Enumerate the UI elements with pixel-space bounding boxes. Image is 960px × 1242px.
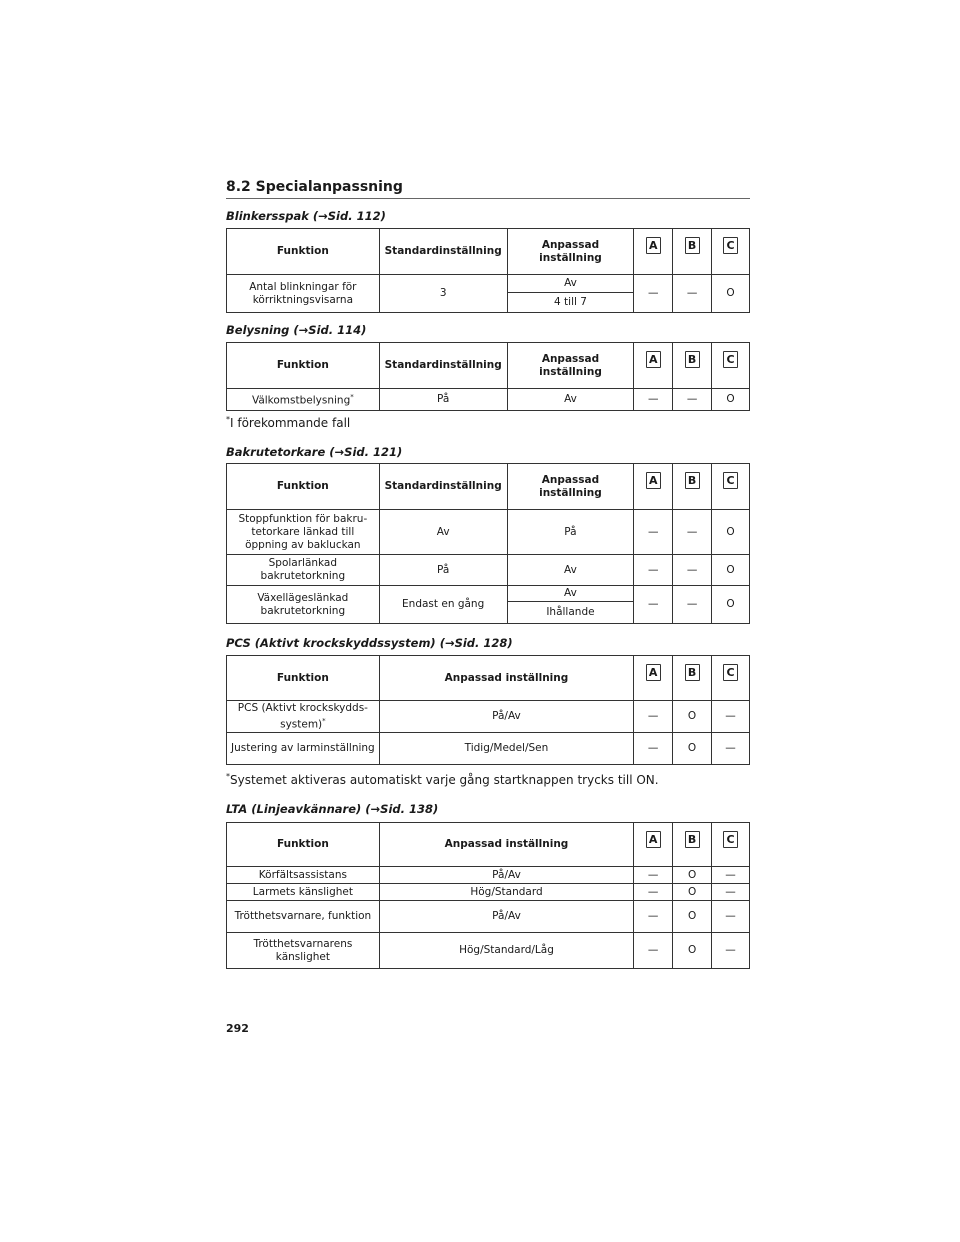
column-c-label: C (723, 351, 738, 368)
column-a-label: A (646, 351, 661, 368)
table-row-a: — (634, 733, 673, 765)
table-row-c: — (712, 867, 750, 884)
table-row-standard: 3 (379, 275, 507, 313)
belysning-heading: Belysning (→Sid. 114) (226, 323, 367, 337)
pcs-footnote: *Systemet aktiveras automatiskt varje gång startknappen trycks till ON. (226, 772, 659, 787)
table-row-function: Justering av larminställning (227, 733, 380, 765)
header-funktion: Funktion (227, 464, 380, 510)
table-row-b: O (673, 884, 712, 901)
table-row-b: — (673, 275, 712, 313)
table-row-function: Växellägeslänkad bakrutetorkning (227, 586, 380, 624)
column-b-label: B (685, 351, 700, 368)
column-a-label: A (646, 472, 661, 489)
table-row-standard: På (379, 555, 507, 586)
header-anpassad: Anpassad inställning (507, 464, 634, 510)
table-row-a: — (634, 586, 673, 624)
header-anpassad: Anpassad inställning (379, 823, 633, 867)
table-row-b: O (673, 933, 712, 969)
table-row-a: — (634, 867, 673, 884)
column-b-label: B (685, 472, 700, 489)
table-row-custom: Hög/Standard (379, 884, 633, 901)
table-row-function: Välkomstbelysning* (227, 389, 380, 411)
bakrutetorkare-table (226, 463, 750, 624)
belysning-table (226, 342, 750, 411)
table-row-b: O (673, 867, 712, 884)
table-row-function: Stoppfunktion för bakru-tetorkare länkad till öppning av bakluckan (227, 510, 380, 555)
page-number: 292 (226, 1022, 249, 1035)
pcs-heading: PCS (Aktivt krockskyddssystem) (→Sid. 128) (226, 636, 513, 650)
table-row-function: Spolarlänkad bakrutetorkning (227, 555, 380, 586)
footnote-marker: * (350, 393, 354, 402)
table-row-c: O (712, 389, 750, 411)
column-c-label: C (723, 664, 738, 681)
table-row-c: O (712, 555, 750, 586)
blinkers-heading: Blinkersspak (→Sid. 112) (226, 209, 386, 223)
table-row-a: — (634, 389, 673, 411)
table-row-c: — (712, 884, 750, 901)
header-anpassad: Anpassad inställning (507, 229, 634, 275)
table-row-b: — (673, 586, 712, 624)
table-row-b: O (673, 733, 712, 765)
column-a-label: A (646, 831, 661, 848)
table-row-b: — (673, 389, 712, 411)
table-row-c: — (712, 701, 750, 733)
column-c-label: C (723, 831, 738, 848)
table-row-function: Trötthetsvarnare, funktion (227, 901, 380, 933)
table-row-function: Körfältsassistans (227, 867, 380, 884)
table-row-a: — (634, 510, 673, 555)
table-row-custom-option: Ihållande (507, 602, 634, 624)
table-row-a: — (634, 555, 673, 586)
blinkers-table (226, 228, 750, 313)
column-c-label: C (723, 472, 738, 489)
table-row-standard: Av (379, 510, 507, 555)
table-row-b: — (673, 555, 712, 586)
lta-heading: LTA (Linjeavkännare) (→Sid. 138) (226, 802, 439, 816)
header-anpassad: Anpassad inställning (507, 343, 634, 389)
header-anpassad: Anpassad inställning (379, 656, 633, 701)
table-row-custom: På/Av (379, 867, 633, 884)
table-row-a: — (634, 933, 673, 969)
column-b-label: B (685, 664, 700, 681)
table-row-custom: På/Av (379, 701, 633, 733)
table-row-custom: Av (507, 389, 634, 411)
belysning-footnote: *I förekommande fall (226, 415, 351, 430)
table-row-b: O (673, 701, 712, 733)
table-row-function: Trötthetsvarnarens känslighet (227, 933, 380, 969)
header-funktion: Funktion (227, 823, 380, 867)
header-funktion: Funktion (227, 229, 380, 275)
column-a-label: A (646, 664, 661, 681)
section-title: 8.2 Specialanpassning (226, 179, 750, 199)
header-standard: Standardinställning (379, 343, 507, 389)
table-row-standard: Endast en gång (379, 586, 507, 624)
table-row-a: — (634, 884, 673, 901)
header-funktion: Funktion (227, 656, 380, 701)
table-row-custom: Av (507, 555, 634, 586)
table-row-a: — (634, 275, 673, 313)
table-row-function: Antal blinkningar för körriktningsvisarna (227, 275, 380, 313)
column-b-label: B (685, 237, 700, 254)
column-a-label: A (646, 237, 661, 254)
table-row-c: — (712, 933, 750, 969)
table-row-custom: På/Av (379, 901, 633, 933)
lta-table (226, 822, 750, 969)
table-row-c: — (712, 901, 750, 933)
table-row-custom: Hög/Standard/Låg (379, 933, 633, 969)
table-row-c: — (712, 733, 750, 765)
bakrutetorkare-heading: Bakrutetorkare (→Sid. 121) (226, 445, 403, 459)
table-row-a: — (634, 701, 673, 733)
table-row-c: O (712, 586, 750, 624)
table-row-function: Larmets känslighet (227, 884, 380, 901)
table-row-custom-option: Av (507, 275, 634, 293)
table-row-b: O (673, 901, 712, 933)
header-standard: Standardinställning (379, 464, 507, 510)
table-row-c: O (712, 510, 750, 555)
column-b-label: B (685, 831, 700, 848)
table-row-custom-option: 4 till 7 (507, 293, 634, 313)
table-row-custom: På (507, 510, 634, 555)
table-row-function: PCS (Aktivt krockskydds-system)* (227, 701, 380, 733)
column-c-label: C (723, 237, 738, 254)
table-row-b: — (673, 510, 712, 555)
table-row-c: O (712, 275, 750, 313)
header-funktion: Funktion (227, 343, 380, 389)
header-standard: Standardinställning (379, 229, 507, 275)
table-row-a: — (634, 901, 673, 933)
table-row-custom-option: Av (507, 586, 634, 602)
table-row-custom: Tidig/Medel/Sen (379, 733, 633, 765)
footnote-marker: * (322, 716, 326, 725)
table-row-standard: På (379, 389, 507, 411)
pcs-table (226, 655, 750, 765)
